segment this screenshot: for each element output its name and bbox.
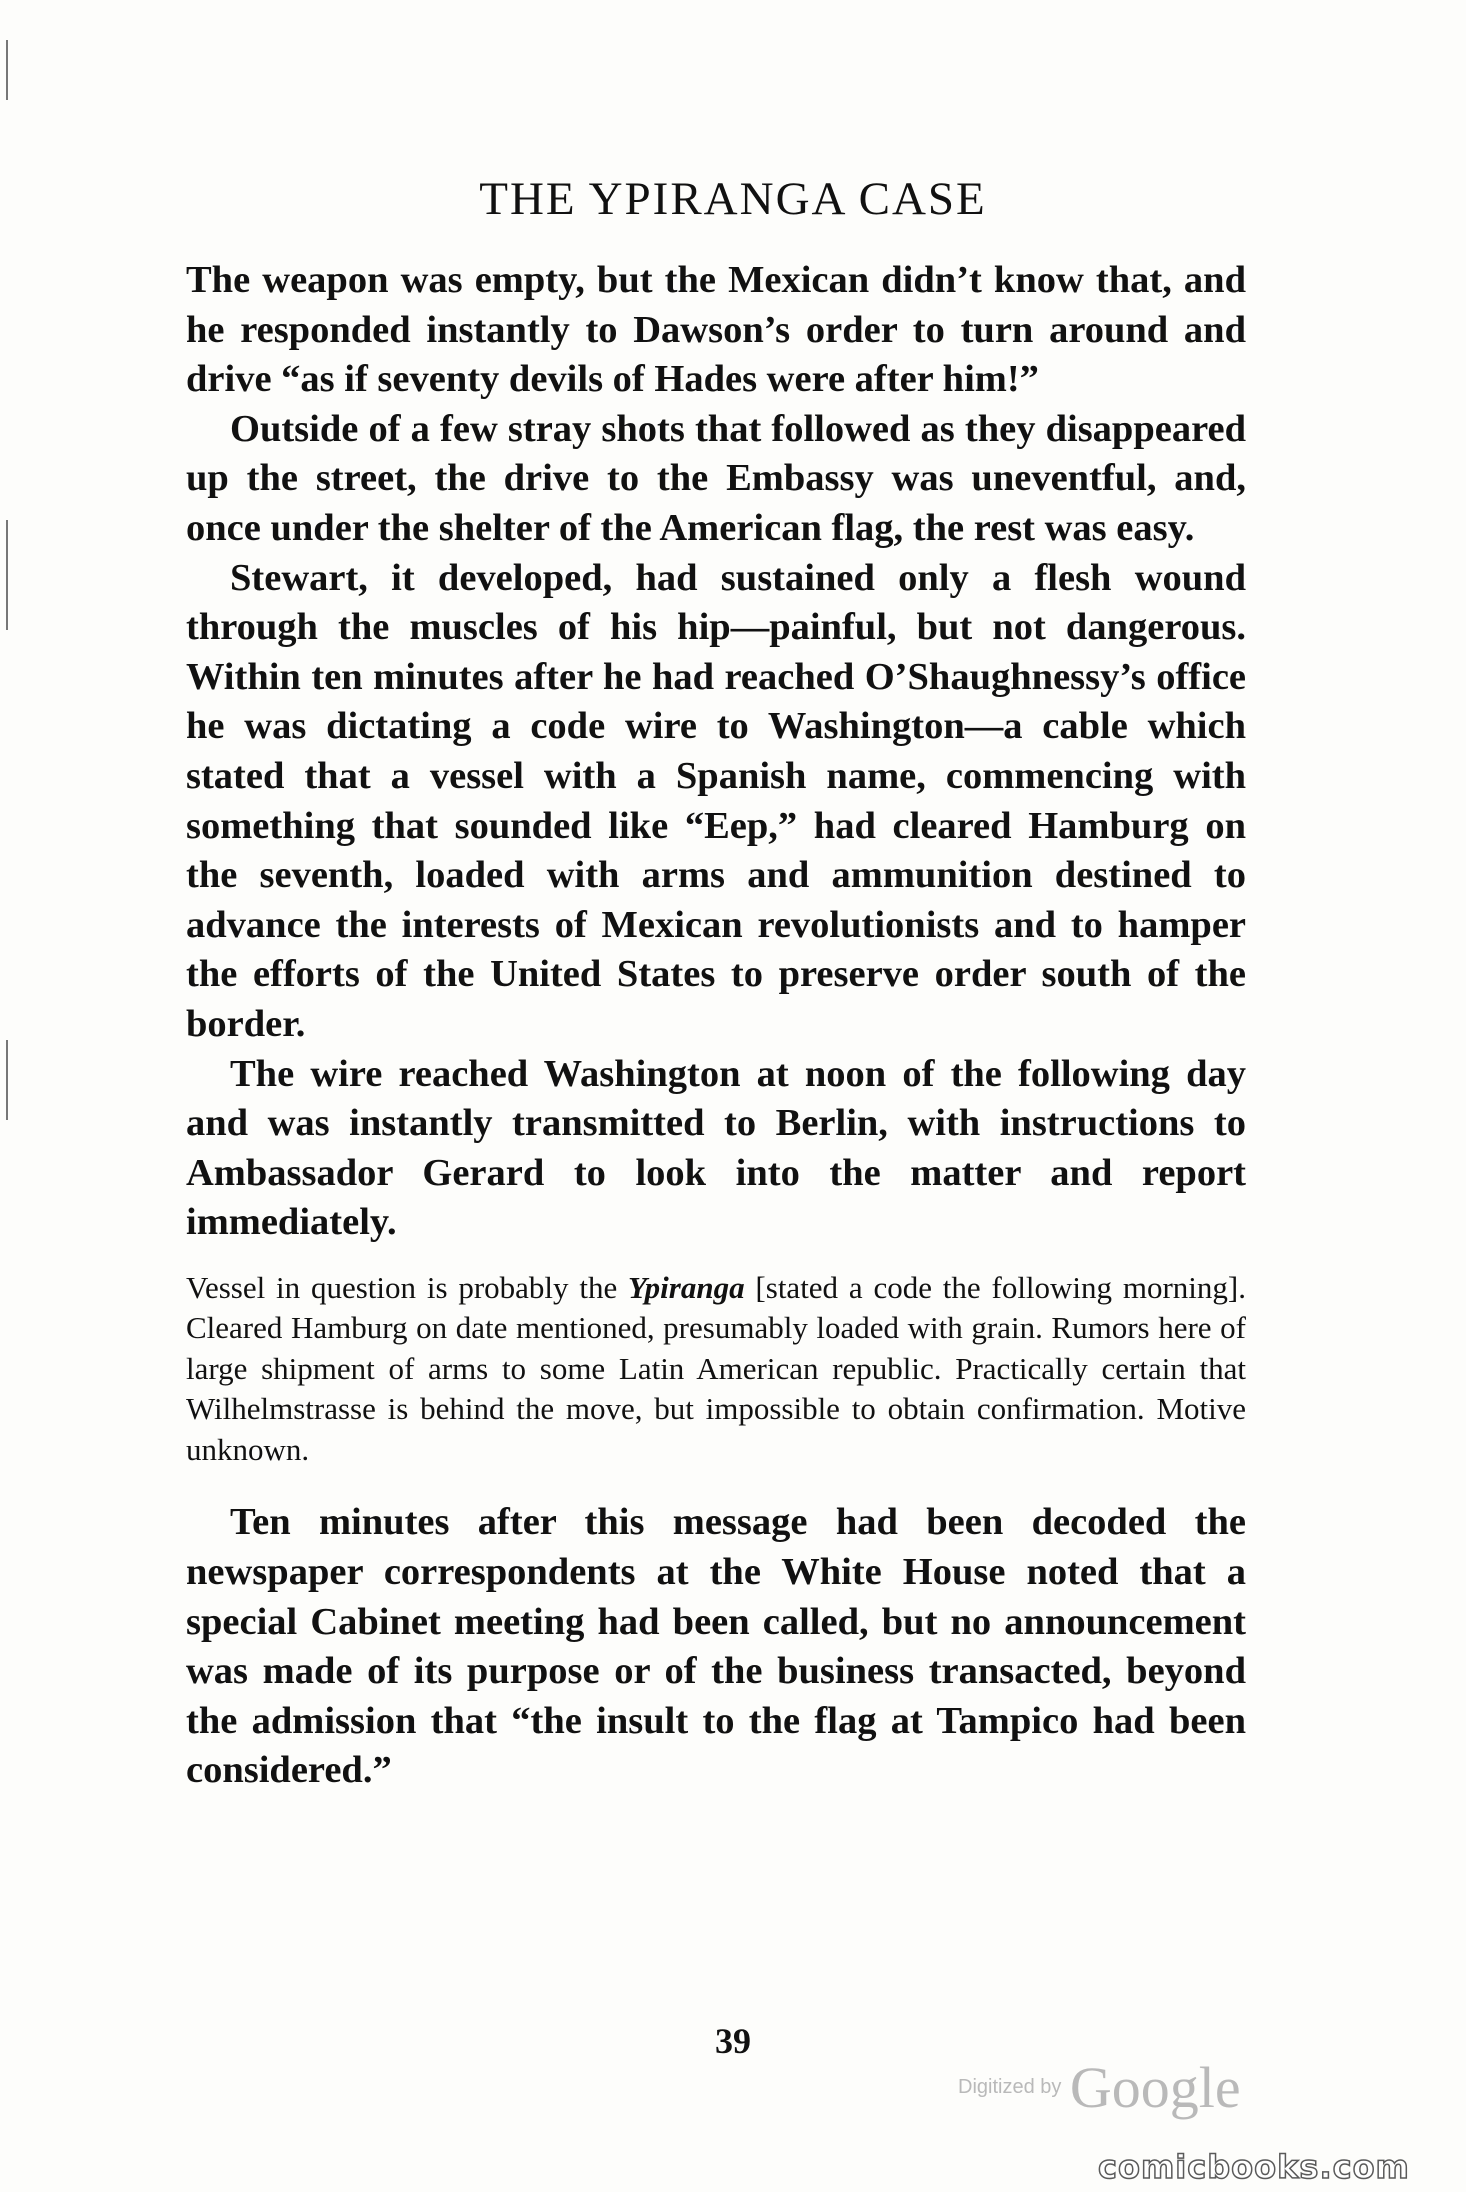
- paragraph: Outside of a few stray shots that followed as they disappeared up the street, the drive to the Embassy was uneventful, and, once under the shelter of the American flag, the rest was easy.: [186, 407, 1246, 549]
- google-logo-text: Google: [1069, 2055, 1241, 2120]
- page-number: 39: [715, 2021, 751, 2061]
- paragraph: Stewart, it developed, had sustained only a flesh wound through the muscles of his hip—painful, but not dangerous. Within ten minutes after he had reached O’Shaughnessy’s office he was dictating a code wire to Washington—a cable which stated that a vessel with a Spanish name, commencing with something that sounded like “Eep,” had cleared Hamburg on the seventh, loaded with arms and ammunition destined to advance the interests of Mexican revolutionists and to hamper the efforts of the United States to preserve order south of the border.: [186, 556, 1246, 1045]
- quote-text-start: Vessel in question is probably the: [186, 1269, 629, 1305]
- digitized-by-mark: [958, 2054, 1241, 2121]
- scan-edge-marks: [4, 0, 10, 2192]
- closing-paragraph: Ten minutes after this message had been decoded the newspaper correspondents at the White House noted that a special Cabinet meeting had been called, but no announcement was made of its purpose or of the business transacted, beyond the admission that “the insult to the flag at Tampico had been considered.”: [186, 1501, 1246, 1792]
- digitized-by-label: Digitized by: [958, 2076, 1062, 2098]
- paragraph: The wire reached Washington at noon of the following day and was instantly transmitted to Berlin, with instructions to Ambassador Gerard to look into the matter and report immediately.: [186, 1052, 1246, 1244]
- quote-text-end: [stated a code the following morning]. Cleared Hamburg on date mentioned, presumably loaded with grain. Rumors here of large shipment of arms to some Latin American republic. Practically certain that Wilhelmstrasse is behind the move, but impossible to obtain confirmation. Motive unknown.: [186, 1269, 1246, 1467]
- paragraph: The weapon was empty, but the Mexican didn’t know that, and he responded instantly to Dawson’s order to turn around and drive “as if seventy devils of Hades were after him!”: [186, 259, 1246, 401]
- running-head: THE YPIRANGA CASE: [479, 173, 987, 225]
- body-text: [186, 256, 1246, 1796]
- block-quote: [186, 1268, 1246, 1471]
- ship-name: Ypiranga: [628, 1269, 745, 1305]
- site-watermark: comicbooks.com: [1098, 2148, 1410, 2186]
